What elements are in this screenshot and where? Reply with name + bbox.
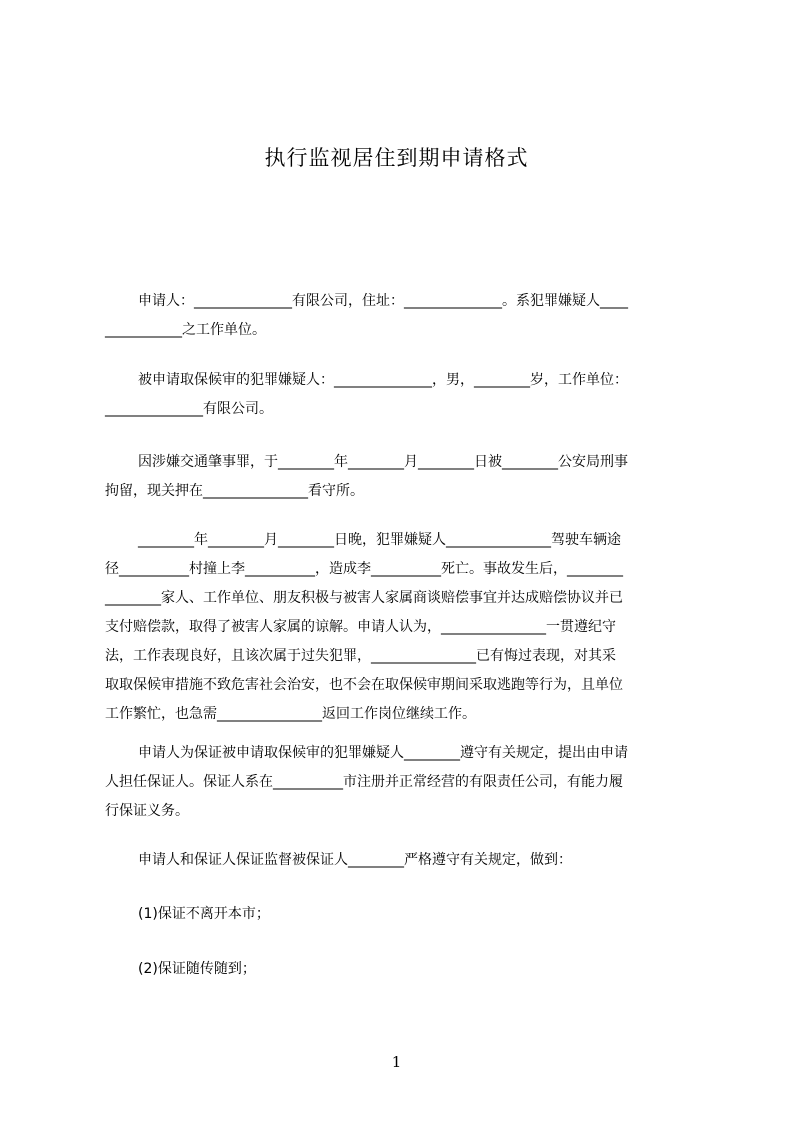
paragraph-line: 被申请取保候审的犯罪嫌疑人：______________，男，________岁，工作单位： (138, 372, 628, 388)
paragraph-line: ___________之工作单位。 (105, 322, 266, 338)
paragraph-line: 支付赔偿款，取得了被害人家属的谅解。申请人认为，_______________一贯遵纪守 (105, 619, 616, 635)
detention-paragraph (105, 448, 701, 506)
rule-item-2 (105, 955, 701, 984)
paragraph-line: 申请人为保证被申请取保候审的犯罪嫌疑人________遵守有关规定，提出由申请 (138, 745, 628, 761)
suspect-paragraph (105, 366, 701, 424)
paragraph-line: ________年________月________日晚，犯罪嫌疑人_______________驾驶车辆途 (138, 532, 621, 548)
paragraph-line: 径__________村撞上李__________，造成李__________死亡。事故发生后，________ (105, 561, 623, 577)
paragraph-line: (2)保证随传随到； (138, 961, 256, 977)
page-number: 1 (391, 1053, 402, 1071)
guarantor-paragraph (105, 739, 701, 826)
paragraph-line: 申请人：______________有限公司，住址：______________。系犯罪嫌疑人____ (138, 293, 628, 309)
incident-paragraph (105, 526, 701, 729)
paragraph-line: 取取保候审措施不致危害社会治安，也不会在取保候审期间采取逃跑等行为，且单位 (105, 677, 623, 693)
document-title: 执行监视居住到期申请格式 (264, 146, 529, 170)
paragraph-line: 工作繁忙，也急需_______________返回工作岗位继续工作。 (105, 706, 476, 722)
paragraph-line: ________家人、工作单位、朋友积极与被害人家属商谈赔偿事宜并达成赔偿协议并已 (105, 590, 623, 606)
paragraph-line: 申请人和保证人保证监督被保证人________严格遵守有关规定，做到： (138, 852, 572, 868)
applicant-paragraph (105, 287, 701, 345)
paragraph-line: 行保证义务。 (105, 803, 189, 819)
supervision-paragraph (105, 846, 701, 875)
paragraph-line: 法，工作表现良好，且该次属于过失犯罪，_______________已有悔过表现，对其采 (105, 648, 616, 664)
paragraph-line: (1)保证不离开本市； (138, 906, 270, 922)
paragraph-line: 人担任保证人。保证人系在__________市注册并正常经营的有限责任公司，有能力履 (105, 774, 623, 790)
rule-item-1 (105, 900, 701, 929)
paragraph-line: 因涉嫌交通肇事罪，于________年________月________日被________公安局刑事 (138, 454, 628, 470)
paragraph-line: ______________有限公司。 (105, 401, 273, 417)
paragraph-line: 拘留，现关押在_______________看守所。 (105, 483, 364, 499)
